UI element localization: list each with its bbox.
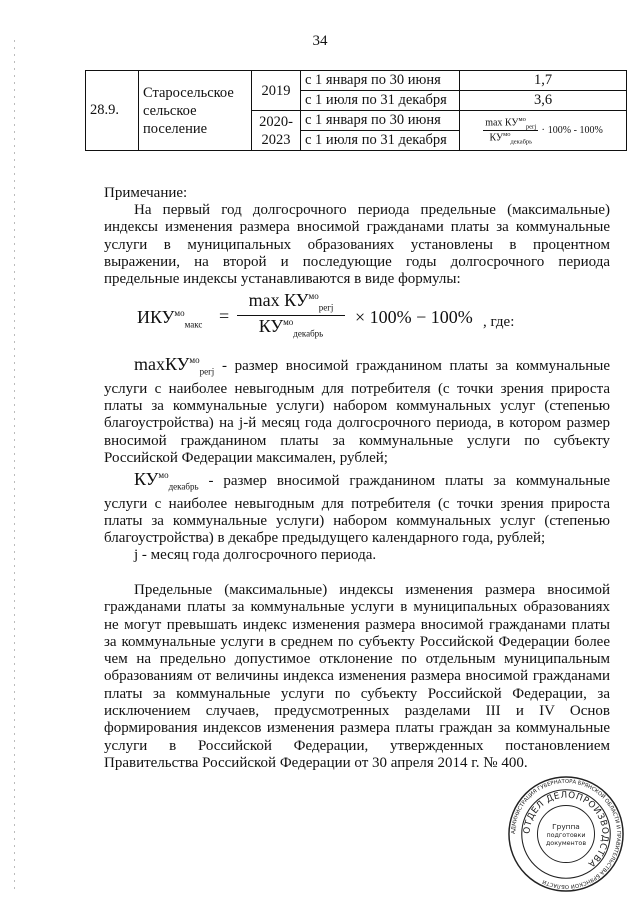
formula-equals: = <box>219 306 230 326</box>
text-line: maxКУ$^{мо}_{регj}$ - размер вносимой гражданином платы за коммунальные <box>134 354 610 377</box>
text-line: благоустройства) на j-й месяц года долгосрочного периода, в котором размер <box>104 415 610 432</box>
text-line: На первый год долгосрочного периода предельные (максимальные) <box>134 202 610 218</box>
formula-denominator: $КУ^{мо}_{декабрь}$ <box>258 315 324 339</box>
stamp-center-line: подготовки <box>546 830 586 839</box>
text-line: исключением случаев, предусмотренных разделами III и IV Основ <box>104 703 610 720</box>
text-line: платы за коммунальные услуги) набором коммунальных услуг (степенью <box>104 398 610 415</box>
definition-ku-december <box>104 467 610 548</box>
text-line: Российской Федерации максимален, рублей; <box>104 450 388 467</box>
formula-numerator: $\max КУ^{мо}_{регj}$ <box>237 290 345 316</box>
main-formula <box>137 290 537 350</box>
scan-edge-dots <box>14 40 15 890</box>
definition-j <box>104 547 610 564</box>
note-paragraph <box>104 202 610 288</box>
formula-fraction <box>237 290 345 338</box>
text-line: благоустройства) в декабре предыдущего календарного года, рублей; <box>104 530 546 547</box>
text-line: платы за коммунальные услуги) набором коммунальных услуг (степенью <box>104 513 610 530</box>
definition-max-ku <box>104 352 610 467</box>
text-line: $КУ^{мо}_{декабрь}$ - размер вносимой гражданином платы за коммунальные <box>134 469 610 492</box>
text-line: чем на предельно допустимое отклонение по отдельным муниципальным <box>104 651 610 668</box>
text-line: предельные индексы устанавливаются в виде формулы: <box>104 271 461 288</box>
formula-where: , где: <box>483 314 515 330</box>
stamp-center-line: документов <box>545 838 587 847</box>
year-cell: 2020-2023 <box>252 111 301 151</box>
text-line: выражении, на второй и последующие годы долгосрочного периода <box>104 253 610 270</box>
formula-cell <box>460 111 627 151</box>
value-cell: 3,6 <box>460 91 627 111</box>
text-line: Правительства Российской Федерации от 30 апреля 2014 г. № 400. <box>104 754 528 771</box>
period-cell: с 1 июля по 31 декабря <box>301 91 460 111</box>
text-line: Предельные (максимальные) индексы изменения размера вносимой <box>134 582 610 598</box>
text-line: образованиям от величины индекса изменения размера вносимой гражданами <box>104 668 610 685</box>
stamp-center-line: Группа <box>552 822 580 832</box>
text-line: услуги в Российской Федерации, утвержденных постановлением <box>104 737 610 754</box>
indices-table <box>85 70 627 151</box>
year-cell: 2019 <box>252 71 301 111</box>
page-number: 34 <box>312 33 328 49</box>
period-cell: с 1 января по 30 июня <box>301 71 460 91</box>
formula-cell-expression <box>483 116 603 146</box>
formula-cell-tail: 100% - 100% <box>547 125 603 136</box>
text-line: за коммунальные услуги в среднем по субъекту Российской Федерации более <box>104 633 610 650</box>
text-line: j - месяц года долгосрочного периода. <box>134 547 377 563</box>
text-line: гражданами платы за коммунальные услуги в муниципальных образованиях <box>104 599 610 616</box>
text-line: услуги с наиболее невыгодным для потребителя (с точки зрения прироста <box>104 495 610 512</box>
formula-cell-fraction <box>483 116 538 146</box>
value-cell: 1,7 <box>460 71 627 91</box>
formula-lhs: $ИКУ^{мо}_{макс}$ <box>137 307 203 330</box>
period-cell: с 1 июля по 31 декабря <box>301 131 460 151</box>
settlement-name: Старосельское сельское поселение <box>139 71 252 151</box>
main-paragraph <box>104 582 610 772</box>
stamp-ring-text: АДМИНИСТРАЦИЯ ГУБЕРНАТОРА БРЯНСКОЙ ОБЛАСТИ И ПРАВИТЕЛЬСТВА БРЯНСКОЙ ОБЛАСТИ <box>510 778 622 890</box>
text-line: услуги в муниципальных образованиях установлены в процентном <box>104 236 610 253</box>
note-title: Примечание: <box>104 185 188 201</box>
period-cell: с 1 января по 30 июня <box>301 111 460 131</box>
formula-cell-numerator: $\max КУ^{мо}_{регj}$ <box>485 115 537 130</box>
row-number: 28.9. <box>86 71 139 151</box>
term-max-ku: maxКУ$^{мо}_{регj}$ <box>134 354 215 377</box>
official-stamp <box>507 775 625 893</box>
text-line: услуги с наиболее невыгодным для потребителя (с точки зрения прироста <box>104 380 610 397</box>
text-line: формирования индексов изменения размера платы граждан за коммунальные <box>104 720 610 737</box>
formula-rhs: × 100% − 100% <box>355 307 473 327</box>
table-row <box>86 71 627 91</box>
text-line: платы за коммунальные услуги по субъекту Российской Федерации, за <box>104 685 610 702</box>
formula-cell-denominator: $КУ^{мо}_{декабрь}$ <box>489 131 533 146</box>
text-line: не могут превышать индекс изменения размера вносимой гражданами платы <box>104 616 610 633</box>
text-line: вносимой гражданином платы за коммунальные услуги по субъекту <box>104 432 610 449</box>
stamp-inner-ring-text: ОТДЕЛ ДЕЛОПРОИЗВОДСТВА <box>522 790 610 869</box>
text-line: индексы изменения размера вносимой гражданами платы за коммунальные <box>104 219 610 236</box>
term-ku-december: $КУ^{мо}_{декабрь}$ <box>134 469 199 492</box>
formula-cell-times: · <box>541 125 545 136</box>
